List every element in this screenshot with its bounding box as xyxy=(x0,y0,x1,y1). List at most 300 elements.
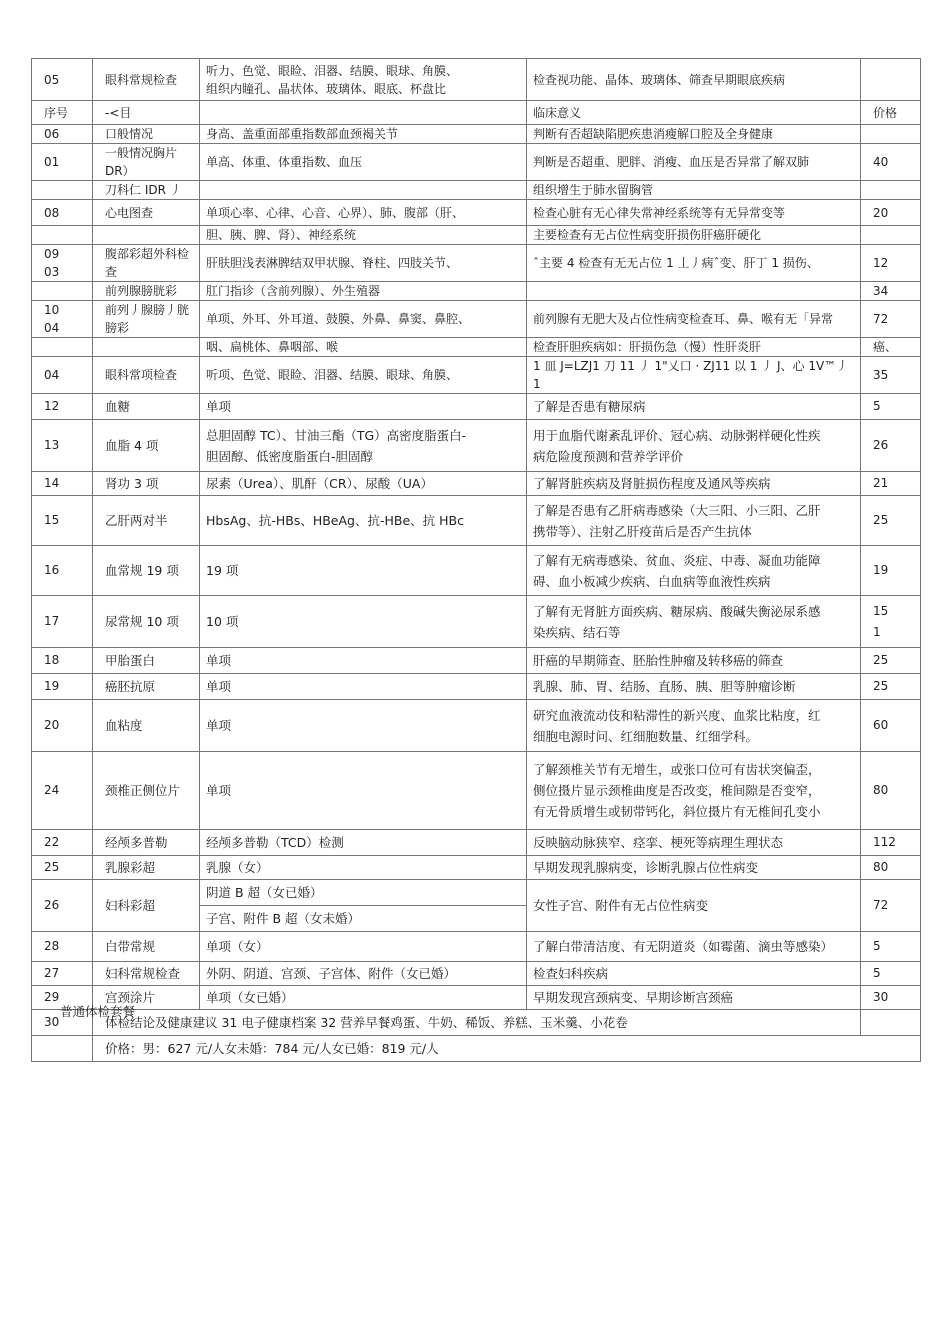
item-price-text: 34 xyxy=(873,284,889,298)
item-meaning-text: 了解是否患有乙肝病毒感染（大三阳、小三阳、乙肝 xyxy=(533,502,821,518)
item-meaning xyxy=(527,496,861,546)
item-name xyxy=(93,752,200,830)
item-price xyxy=(861,301,921,338)
item-content xyxy=(200,357,527,394)
table-row xyxy=(32,282,921,301)
item-meaning-text: 侧位摄片显示颈椎曲度是否改变，椎间隙是否变窄， xyxy=(533,783,821,798)
item-number-text: 25 xyxy=(44,860,60,874)
item-number xyxy=(32,830,93,856)
item-meaning-text: 了解有无肾脏方面疾病、糖尿病、酸碱失衡泌尿系感 xyxy=(533,603,821,619)
item-meaning xyxy=(527,200,861,226)
package-price-text: 价格：男：627 元/人女未婚：784 元/人女已婚：819 元/人 xyxy=(105,1041,439,1056)
item-number-text: 20 xyxy=(44,718,60,732)
item-content xyxy=(200,986,527,1010)
table-row xyxy=(32,932,921,962)
table-row xyxy=(32,1036,921,1062)
item-price-text: 80 xyxy=(873,783,889,797)
item-price xyxy=(861,472,921,496)
item-name xyxy=(93,932,200,962)
item-price-text: 价格 xyxy=(873,105,898,120)
item-meaning xyxy=(527,596,861,648)
item-meaning xyxy=(527,546,861,596)
item-price-text: 25 xyxy=(873,653,889,667)
item-meaning-text: 反映脑动脉狭窄、痉挛、梗死等病理生理状态 xyxy=(533,835,784,850)
item-content xyxy=(200,301,527,338)
item-content-text: 胆、胰、脾、肾）、神经系统 xyxy=(206,228,357,242)
item-price-text: 60 xyxy=(873,718,889,732)
item-number-text: 15 xyxy=(44,513,60,527)
item-price-text: 5 xyxy=(873,939,881,953)
item-meaning xyxy=(527,301,861,338)
table-row xyxy=(32,357,921,394)
item-price xyxy=(861,880,921,932)
table-row xyxy=(32,338,921,357)
item-price xyxy=(861,59,921,101)
item-meaning xyxy=(527,752,861,830)
item-price xyxy=(861,962,921,986)
item-number-text: 08 xyxy=(44,205,60,220)
item-number xyxy=(32,932,93,962)
item-number-text: 05 xyxy=(44,72,60,87)
item-meaning-text: 临床意义 xyxy=(533,105,582,120)
item-number xyxy=(32,856,93,880)
item-number-text: 18 xyxy=(44,653,60,667)
item-name-text: -<目 xyxy=(105,105,132,120)
item-meaning xyxy=(527,856,861,880)
item-price xyxy=(861,856,921,880)
item-number xyxy=(32,962,93,986)
item-name-text: 癌胚抗原 xyxy=(105,679,156,694)
item-meaning-text: 早期发现乳腺病变，诊断乳腺占位性病变 xyxy=(533,860,759,875)
item-name xyxy=(93,700,200,752)
item-content-text: 单项（女已婚） xyxy=(206,990,294,1005)
item-meaning xyxy=(527,144,861,181)
item-meaning xyxy=(527,880,861,932)
item-price xyxy=(861,394,921,420)
item-content-text: 单项（女） xyxy=(206,939,269,954)
item-number xyxy=(32,674,93,700)
item-name xyxy=(93,674,200,700)
package-price xyxy=(93,1036,921,1062)
table-row xyxy=(32,144,921,181)
item-name xyxy=(93,962,200,986)
item-meaning-text: 细胞电源时问、红细胞数量、红细学科。 xyxy=(533,728,759,744)
item-content xyxy=(200,700,527,752)
item-name xyxy=(93,856,200,880)
item-name-text: 刀科仁 IDR 丿 xyxy=(105,183,182,197)
item-number-text: 27 xyxy=(44,966,60,980)
item-number-text: 17 xyxy=(44,614,60,628)
item-number xyxy=(32,648,93,674)
item-content-text: 组织内瞳孔、晶状体、玻璃体、眼底、杯盘比 xyxy=(206,81,447,96)
item-meaning-text: 女性子宫、附件有无占位性病变 xyxy=(533,898,709,913)
item-number-text: 序号 xyxy=(44,105,69,120)
item-content xyxy=(200,856,527,880)
item-price-text: 25 xyxy=(873,513,889,527)
item-number xyxy=(32,700,93,752)
item-meaning-text: ˆ主要 4 检查有无无占位 1 丄丿病ˆ变、肝丁 1 损伤、 xyxy=(533,256,819,270)
table-row xyxy=(32,496,921,546)
item-name-text: 宫颈涂片 xyxy=(105,990,156,1005)
item-number-text: 10 04 xyxy=(44,303,60,335)
item-name xyxy=(93,496,200,546)
item-number-text: 30 xyxy=(44,1015,60,1029)
item-number xyxy=(32,394,93,420)
item-number xyxy=(32,101,93,125)
item-content xyxy=(200,596,527,648)
item-number xyxy=(32,181,93,200)
item-name-text: 腹部彩超外科检查 xyxy=(105,247,190,279)
item-name xyxy=(93,394,200,420)
item-content-text: 19 项 xyxy=(206,563,239,578)
item-meaning-text: 检查视功能、晶体、玻璃体、筛查早期眼底疾病 xyxy=(533,72,786,87)
table-row xyxy=(32,394,921,420)
item-content-text: 单项心率、心律、心音、心界）、肺、腹部（肝、 xyxy=(206,205,465,220)
item-name xyxy=(93,648,200,674)
item-name xyxy=(93,245,200,282)
item-content xyxy=(200,394,527,420)
item-name-text: 肾功 3 项 xyxy=(105,476,159,491)
item-price-text: 5 xyxy=(873,966,881,980)
item-name-text: 前列丿腺膀丿胱膀彩 xyxy=(105,303,190,335)
item-price-text: 112 xyxy=(873,835,896,849)
item-price xyxy=(861,674,921,700)
item-meaning-text: 染疾病、结石等 xyxy=(533,624,621,640)
item-price-text: 12 xyxy=(873,256,889,270)
item-price xyxy=(861,596,921,648)
item-number xyxy=(32,420,93,472)
item-name-text: 眼科常项检查 xyxy=(105,368,178,382)
summary-text xyxy=(93,1010,861,1036)
table-row xyxy=(32,880,921,906)
item-content xyxy=(200,420,527,472)
item-price-text: 20 xyxy=(873,205,889,220)
item-name xyxy=(93,200,200,226)
item-name xyxy=(93,181,200,200)
item-meaning-text: 用于血脂代谢紊乱评价、冠心病、动脉粥样硬化性疾 xyxy=(533,427,821,443)
item-number-text: 06 xyxy=(44,127,60,141)
table-row xyxy=(32,856,921,880)
item-content xyxy=(200,245,527,282)
item-price xyxy=(861,700,921,752)
item-meaning xyxy=(527,282,861,301)
item-name xyxy=(93,880,200,932)
item-content xyxy=(200,648,527,674)
item-content-text: 阴道 B 超（女已婚） xyxy=(206,885,323,900)
item-content xyxy=(200,674,527,700)
item-number xyxy=(32,496,93,546)
item-meaning xyxy=(527,394,861,420)
item-content xyxy=(200,200,527,226)
item-number-text: 19 xyxy=(44,679,60,693)
item-name xyxy=(93,59,200,101)
item-name-text: 颈椎正侧位片 xyxy=(105,783,181,798)
table-row xyxy=(32,752,921,830)
item-price-text: 15 1 xyxy=(873,603,889,639)
empty-cell xyxy=(32,1036,93,1062)
item-meaning-text: 检查肝胆疾病如：肝损伤急（慢）性肝炎肝 xyxy=(533,340,762,354)
item-name-text: 眼科常规检查 xyxy=(105,72,178,87)
item-price-text: 72 xyxy=(873,312,889,326)
item-content xyxy=(200,226,527,245)
item-name-text: 一般情况胸片 DR） xyxy=(105,146,178,178)
item-price xyxy=(861,752,921,830)
item-name-text: 血常规 19 项 xyxy=(105,563,179,578)
item-content xyxy=(200,830,527,856)
item-number-text: 09 03 xyxy=(44,247,60,279)
item-meaning-text: 早期发现宫颈病变、早期诊断宫颈癌 xyxy=(533,990,734,1005)
item-content-text: 咽、扁桃体、鼻咽部、喉 xyxy=(206,340,339,354)
item-price xyxy=(861,546,921,596)
item-price-text: 35 xyxy=(873,368,889,382)
item-content-text: 单高、体重、体重指数、血压 xyxy=(206,155,363,169)
table-row xyxy=(32,101,921,125)
item-content xyxy=(200,880,527,906)
item-content xyxy=(200,125,527,144)
item-number xyxy=(32,338,93,357)
summary-text-text: 体检结论及健康建议 31 电子健康档案 32 营养早餐鸡蛋、牛奶、稀饭、养糕、玉米羹、小花卷 xyxy=(105,1015,628,1030)
item-meaning xyxy=(527,648,861,674)
item-price xyxy=(861,226,921,245)
item-meaning-text: 了解有无病毒感染、贫血、炎症、中毒、凝血功能障 xyxy=(533,552,821,568)
item-price xyxy=(861,496,921,546)
table-row xyxy=(32,546,921,596)
item-name-text: 经颅多普勒 xyxy=(105,835,168,850)
item-number-text: 28 xyxy=(44,939,60,953)
item-meaning xyxy=(527,338,861,357)
item-number xyxy=(32,282,93,301)
item-price xyxy=(861,282,921,301)
item-name xyxy=(93,282,200,301)
item-meaning-text: 检查妇科疾病 xyxy=(533,966,609,981)
item-number xyxy=(32,59,93,101)
item-content-text: 单项 xyxy=(206,718,232,733)
table-row xyxy=(32,301,921,338)
item-meaning xyxy=(527,101,861,125)
item-content-text: HbsAg、抗-HBs、HBeAg、抗-HBe、抗 HBc xyxy=(206,513,464,528)
item-meaning-text: 前列腺有无肥大及占位性病变检查耳、鼻、喉有无「异常 xyxy=(533,312,834,326)
table-row xyxy=(32,962,921,986)
item-price xyxy=(861,1010,921,1036)
item-price xyxy=(861,986,921,1010)
item-meaning-text: 了解颈椎关节有无增生，或张口位可有齿状突偏歪， xyxy=(533,762,821,777)
item-price xyxy=(861,830,921,856)
checkup-table-container xyxy=(31,58,920,1062)
item-content xyxy=(200,472,527,496)
item-meaning xyxy=(527,357,861,394)
table-row xyxy=(32,420,921,472)
table-row xyxy=(32,472,921,496)
item-name xyxy=(93,338,200,357)
item-number-text: 13 xyxy=(44,438,60,452)
item-meaning-text: 乳腺、肺、胃、结肠、直肠、胰、胆等肿瘤诊断 xyxy=(533,679,796,694)
item-content xyxy=(200,282,527,301)
item-name xyxy=(93,125,200,144)
item-content-text: 听力、色觉、眼睑、泪器、结膜、眼球、角膜、 xyxy=(206,63,459,78)
item-name xyxy=(93,596,200,648)
item-number-text: 12 xyxy=(44,399,60,413)
item-content xyxy=(200,338,527,357)
item-number-text: 16 xyxy=(44,563,60,577)
item-price xyxy=(861,338,921,357)
item-price-text: 癌、 xyxy=(873,340,898,354)
item-number-text: 26 xyxy=(44,898,60,912)
item-meaning-text: 检查心脏有无心律失常神经系统等有无异常变等 xyxy=(533,205,786,220)
item-name xyxy=(93,144,200,181)
item-price xyxy=(861,125,921,144)
item-meaning-text: 病危险度预测和营养学评价 xyxy=(533,448,684,464)
checkup-table xyxy=(31,58,921,1062)
item-number xyxy=(32,752,93,830)
item-meaning-text: 判断有否超缺陷肥疾患消瘦解口腔及全身健康 xyxy=(533,127,774,141)
item-meaning xyxy=(527,962,861,986)
table-row xyxy=(32,1010,921,1036)
item-name xyxy=(93,301,200,338)
item-name-text: 妇科常规检查 xyxy=(105,966,181,981)
item-content xyxy=(200,59,527,101)
item-meaning-text: 携带等）、注射乙肝疫苗后是否产生抗体 xyxy=(533,523,752,539)
item-number xyxy=(32,357,93,394)
table-row xyxy=(32,59,921,101)
item-price-text: 5 xyxy=(873,399,881,413)
item-content-text: 子宫、附件 B 超（女未婚） xyxy=(206,911,361,926)
item-content-text: 单项 xyxy=(206,783,232,798)
item-content-text: 单项 xyxy=(206,679,232,694)
item-number xyxy=(32,200,93,226)
item-content-text: 乳腺（女） xyxy=(206,860,269,875)
item-meaning-text: 了解肾脏疾病及肾脏损伤程度及通风等疾病 xyxy=(533,476,771,491)
item-meaning xyxy=(527,932,861,962)
item-meaning-text: 主要检查有无占位性病变肝损伤肝癌肝硬化 xyxy=(533,228,762,242)
item-content-text: 经颅多普勒（TCD）检测 xyxy=(206,835,344,850)
item-name-text: 血糖 xyxy=(105,399,131,414)
item-meaning xyxy=(527,472,861,496)
item-content-text: 外阴、阴道、宫颈、子宫体、附件（女已婚） xyxy=(206,966,457,981)
item-price xyxy=(861,932,921,962)
item-name-text: 前列腺膀胱彩 xyxy=(105,284,178,298)
item-content xyxy=(200,962,527,986)
item-name-text: 尿常规 10 项 xyxy=(105,614,179,629)
item-price-text: 80 xyxy=(873,860,889,874)
item-content xyxy=(200,181,527,200)
item-meaning xyxy=(527,181,861,200)
item-price xyxy=(861,181,921,200)
item-meaning xyxy=(527,700,861,752)
item-price xyxy=(861,420,921,472)
item-number xyxy=(32,144,93,181)
item-number-text: 22 xyxy=(44,835,60,849)
item-meaning xyxy=(527,226,861,245)
item-meaning xyxy=(527,245,861,282)
item-meaning xyxy=(527,986,861,1010)
package-title: 普通体检套餐 xyxy=(60,1004,136,1019)
item-meaning-text: 了解白带清洁度、有无阴道炎（如霉菌、滴虫等感染） xyxy=(533,939,834,954)
item-content xyxy=(200,546,527,596)
table-row xyxy=(32,245,921,282)
item-meaning xyxy=(527,59,861,101)
item-content-text: 肝肤胆浅表淋脾结双甲状腺、脊柱、四肢关节、 xyxy=(206,256,459,270)
item-content xyxy=(200,144,527,181)
item-number-text: 04 xyxy=(44,368,60,382)
item-price-text: 19 xyxy=(873,563,889,577)
item-price-text: 30 xyxy=(873,990,889,1004)
table-row xyxy=(32,226,921,245)
item-number-text: 24 xyxy=(44,783,60,797)
item-content-text: 身高、盖重面部重指数部血颈褐关节 xyxy=(206,127,399,141)
item-name-text: 甲胎蛋白 xyxy=(105,653,156,668)
table-row xyxy=(32,648,921,674)
item-name xyxy=(93,101,200,125)
item-name-text: 妇科彩超 xyxy=(105,898,156,913)
item-content-text: 胆固醇、低密度脂蛋白-胆固醇 xyxy=(206,448,374,464)
item-content-text: 总胆固醇 TC）、甘油三酯（TG）高密度脂蛋白- xyxy=(206,427,467,443)
item-content xyxy=(200,496,527,546)
item-meaning xyxy=(527,420,861,472)
table-row xyxy=(32,700,921,752)
item-price-text: 21 xyxy=(873,476,889,490)
item-name xyxy=(93,420,200,472)
item-content xyxy=(200,752,527,830)
item-name-text: 口般情况 xyxy=(105,127,154,141)
item-name-text: 心电图查 xyxy=(105,205,154,220)
item-content-text: 10 项 xyxy=(206,614,239,629)
item-name-text: 血脂 4 项 xyxy=(105,438,159,453)
checkup-table-body xyxy=(32,59,921,1062)
item-name-text: 乳腺彩超 xyxy=(105,860,156,875)
item-number xyxy=(32,245,93,282)
table-row xyxy=(32,830,921,856)
item-price xyxy=(861,200,921,226)
item-content-text: 尿素（Urea）、肌酐（CR）、尿酸（UA） xyxy=(206,476,433,491)
item-number xyxy=(32,472,93,496)
item-number xyxy=(32,301,93,338)
table-row xyxy=(32,125,921,144)
table-row xyxy=(32,181,921,200)
item-meaning-text: 组织增生于肺水留胸管 xyxy=(533,183,654,197)
item-number-text: 29 xyxy=(44,990,60,1004)
table-row xyxy=(32,674,921,700)
item-meaning-text: 1 皿 J=LZJ1 刀 11 丿 1"乂口 · ZJ11 以 1 丿 J、心 1V™丿 1 xyxy=(533,359,849,391)
item-price-text: 40 xyxy=(873,155,889,169)
item-name xyxy=(93,226,200,245)
table-row xyxy=(32,596,921,648)
item-price xyxy=(861,357,921,394)
item-price xyxy=(861,101,921,125)
item-meaning-text: 肝癌的早期筛查、胚胎性肿瘤及转移癌的筛查 xyxy=(533,653,784,668)
item-number-text: 01 xyxy=(44,155,60,169)
item-number xyxy=(32,880,93,932)
item-meaning-text: 有无骨质增生或韧带钙化，斜位摄片有无椎间孔变小 xyxy=(533,804,821,819)
item-number xyxy=(32,226,93,245)
item-name-text: 白带常规 xyxy=(105,939,156,954)
item-content-text: 单项 xyxy=(206,399,232,414)
item-meaning-text: 了解是否患有糖尿病 xyxy=(533,399,646,414)
item-name xyxy=(93,472,200,496)
item-content-text: 单项 xyxy=(206,653,232,668)
item-number-text: 14 xyxy=(44,476,60,490)
item-number xyxy=(32,125,93,144)
item-name-text: 乙肝两对半 xyxy=(105,513,168,528)
item-content xyxy=(200,101,527,125)
item-price-text: 25 xyxy=(873,679,889,693)
item-meaning-text: 判断是否超重、肥胖、消瘦、血压是否异常了解双肺 xyxy=(533,155,810,169)
item-name xyxy=(93,357,200,394)
item-name xyxy=(93,546,200,596)
item-number xyxy=(32,596,93,648)
item-price xyxy=(861,144,921,181)
item-meaning xyxy=(527,830,861,856)
item-number xyxy=(32,546,93,596)
